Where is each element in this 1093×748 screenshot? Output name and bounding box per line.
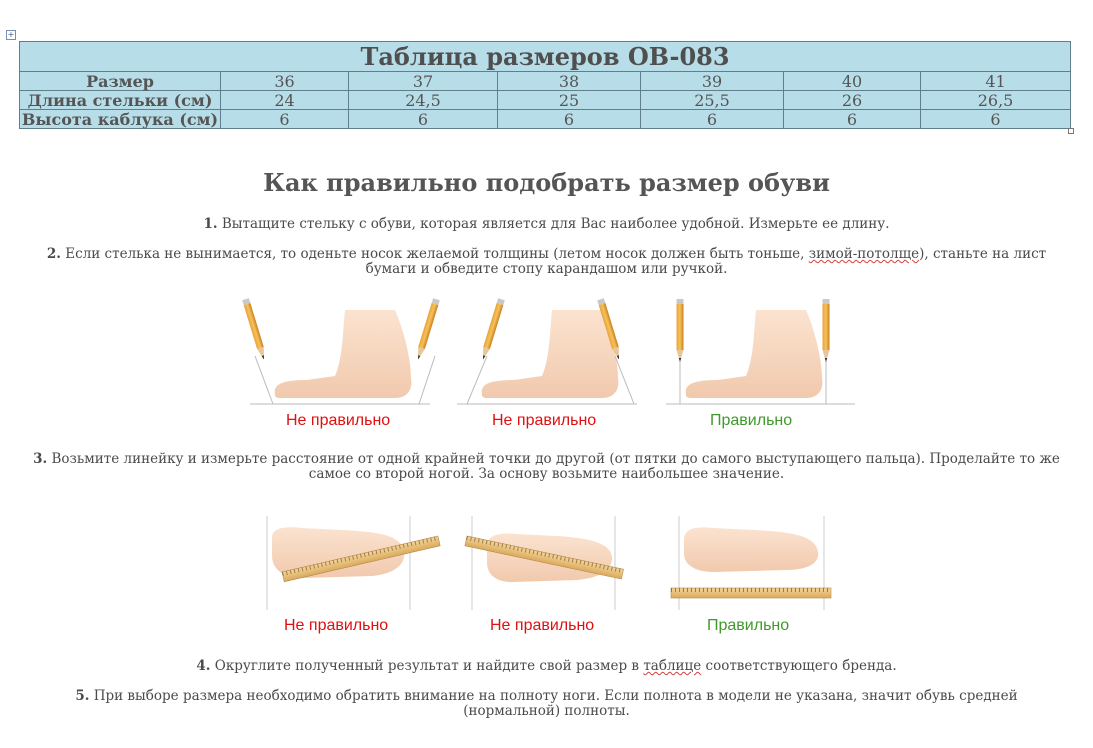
- caption-wrong: Не правильно: [284, 617, 389, 634]
- table-cell: 24,5: [349, 91, 498, 110]
- spellcheck-word: таблице: [643, 658, 702, 674]
- table-cell: 39: [641, 72, 784, 91]
- table-cell: 24: [221, 91, 349, 110]
- table-resize-handle[interactable]: [1068, 128, 1074, 134]
- table-cell: 26,5: [921, 91, 1071, 110]
- step-text: Округлите полученный результат и найдите свой размер в: [214, 658, 644, 674]
- table-row: [20, 91, 1071, 110]
- caption-right: Правильно: [710, 412, 793, 429]
- row-label: Длина стельки (см): [20, 91, 221, 110]
- step-4: [30, 659, 1063, 674]
- table-cell: 38: [498, 72, 641, 91]
- table-cell: 26: [784, 91, 921, 110]
- step-number: 1.: [203, 216, 218, 232]
- measuring-illustrations: [262, 516, 837, 612]
- step-number: 2.: [46, 246, 61, 262]
- tracing-wrong-2: [457, 298, 637, 404]
- table-cell: 6: [349, 110, 498, 129]
- caption-wrong: Не правильно: [490, 617, 595, 634]
- row-label: Высота каблука (см): [20, 110, 221, 129]
- spellcheck-word: зимой-потолще: [808, 246, 920, 262]
- table-cell: 25,5: [641, 91, 784, 110]
- tracing-right: [666, 299, 855, 404]
- step-text: Вытащите стельку с обуви, которая является для Вас наиболее удобной. Измерьте ее длину.: [221, 216, 890, 232]
- step-3: [30, 452, 1063, 482]
- step-text: Если стелька не вынимается, то оденьте носок желаемой толщины (летом носок должен быть тоньше,: [65, 246, 809, 262]
- tracing-illustrations: [235, 298, 855, 410]
- table-cell: 6: [784, 110, 921, 129]
- caption-right: Правильно: [707, 617, 790, 634]
- table-move-handle-icon[interactable]: +: [7, 30, 15, 39]
- row-label: Размер: [20, 72, 221, 91]
- table-cell: 6: [221, 110, 349, 129]
- measuring-wrong-1: [267, 516, 440, 610]
- table-cell: 36: [221, 72, 349, 91]
- step-5: [30, 689, 1063, 719]
- measuring-right: [671, 516, 831, 610]
- table-cell: 40: [784, 72, 921, 91]
- step-text: ), станьте на лист бумаги и обведите стопу карандашом или ручкой.: [365, 246, 1047, 277]
- table-cell: 37: [349, 72, 498, 91]
- table-cell: 41: [921, 72, 1071, 91]
- table-row: [20, 110, 1071, 129]
- size-table-title: Таблица размеров OB-083: [20, 42, 1071, 72]
- table-cell: 6: [921, 110, 1071, 129]
- table-row: [20, 72, 1071, 91]
- table-cell: 6: [498, 110, 641, 129]
- size-table: [19, 41, 1071, 129]
- step-number: 4.: [196, 658, 211, 674]
- table-cell: 6: [641, 110, 784, 129]
- step-text: соответствующего бренда.: [701, 658, 897, 674]
- table-cell: 25: [498, 91, 641, 110]
- step-number: 3.: [33, 451, 48, 467]
- guide-title: Как правильно подобрать размер обуви: [263, 168, 830, 197]
- measuring-wrong-2: [465, 516, 624, 610]
- step-text: Возьмите линейку и измерьте расстояние от одной крайней точки до другой (от пятки до самого выступающего пальца). Проделайте то же самое со второй ногой. За основу возьмите наибольшее значение.: [51, 451, 1060, 482]
- step-1: [30, 217, 1063, 232]
- step-number: 5.: [75, 688, 90, 704]
- tracing-wrong-1: [242, 298, 440, 404]
- caption-wrong: Не правильно: [286, 412, 391, 429]
- caption-wrong: Не правильно: [492, 412, 597, 429]
- step-text: При выборе размера необходимо обратить внимание на полноту ноги. Если полнота в модели не указана, значит обувь средней (нормальной) полноты.: [93, 688, 1018, 719]
- step-2: [30, 247, 1063, 277]
